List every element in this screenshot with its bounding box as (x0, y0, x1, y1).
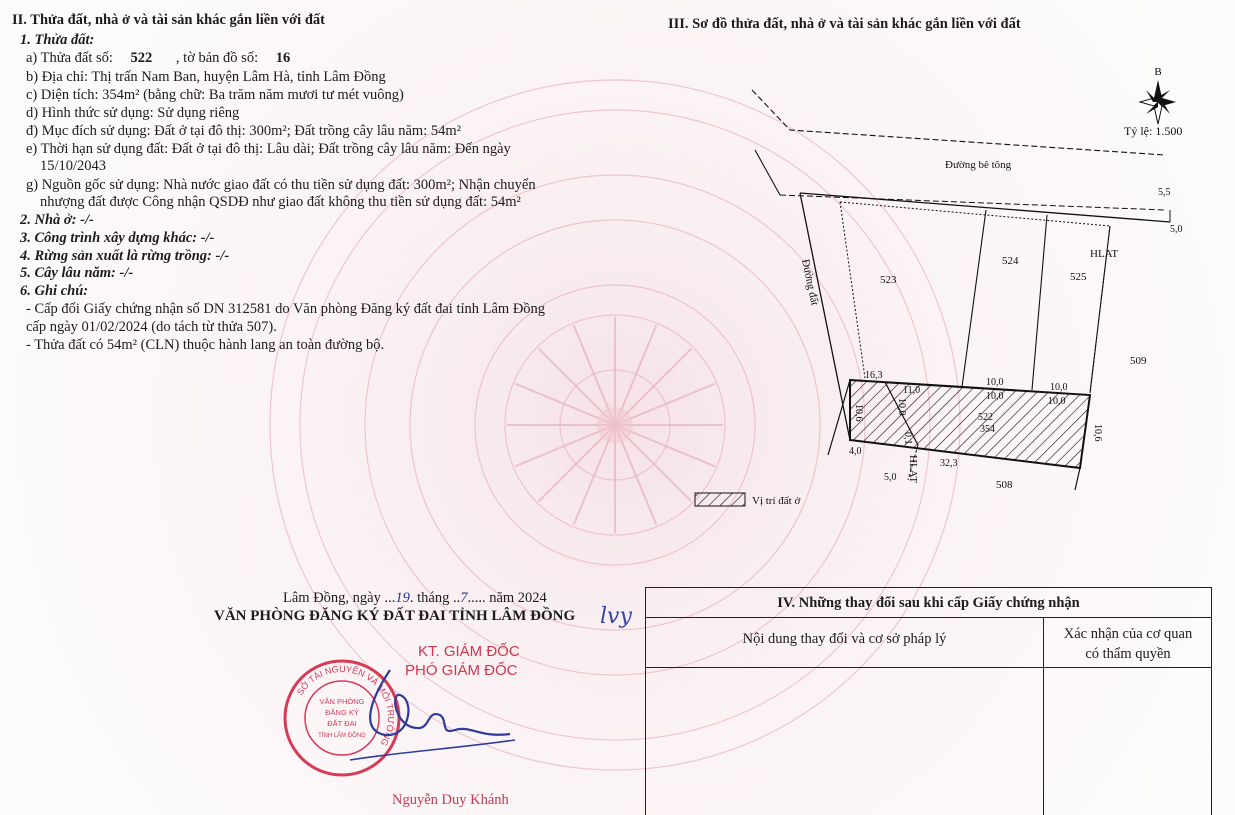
parcel-diagram (690, 60, 1230, 520)
main-plot-area: 354 (980, 424, 995, 435)
main-plot-number: 522 (978, 412, 993, 423)
area-line: c) Diện tích: 354m² (bằng chữ: Ba trăm năm mươi tư mét vuông) (26, 87, 404, 103)
concrete-road-label: Đường bê tông (945, 159, 1012, 171)
note-reissue: - Cấp đổi Giấy chứng nhận số DN 312581 do Văn phòng Đăng ký đất đai tỉnh Lâm Đồng (26, 301, 546, 317)
note-reissue-continued: cấp ngày 01/02/2024 (do tách từ thửa 507). (26, 319, 277, 335)
col-authority-confirm-2: có thẩm quyền (1085, 646, 1171, 662)
changes-table (645, 587, 1212, 815)
hlat-label-bottom: HLAT (907, 455, 919, 484)
stamp-inner-2: ĐĂNG KÝ (325, 708, 359, 717)
map-sheet-label: , tờ bản đồ số: (175, 50, 259, 66)
plot-523: 523 (880, 274, 897, 286)
table-header-row (646, 618, 1211, 668)
use-form-line: d) Hình thức sử dụng: Sử dụng riêng (26, 105, 240, 121)
dim-0-1: 0,1 (902, 432, 913, 445)
issuing-office: VĂN PHÒNG ĐĂNG KÝ ĐẤT ĐAI TỈNH LÂM ĐỒNG (214, 608, 576, 624)
date-day: 19 (395, 590, 410, 606)
watermark-ray (615, 325, 656, 425)
parcel-number-value: 522 (130, 50, 153, 66)
note-road-corridor: - Thửa đất có 54m² (CLN) thuộc hành lang an toàn đường bộ. (26, 337, 385, 353)
dim-11-0: 11,0 (903, 385, 921, 396)
legend-hatch-swatch (695, 493, 745, 506)
dim-5-5: 5,5 (1158, 187, 1171, 198)
col-change-content: Nội dung thay đổi và cơ sở pháp lý (742, 631, 947, 647)
north-label: B (1154, 66, 1162, 78)
dirt-road-label: Đường đất (799, 258, 821, 307)
section-ii-title: II. Thửa đất, nhà ở và tài sản khác gắn liền với đất (12, 12, 325, 28)
dim-10-0-b: 10,0 (1050, 382, 1068, 393)
hlat-label-top: HLAT (1090, 248, 1119, 260)
legend-label: Vị trí đất ở (752, 495, 801, 507)
dim-5-0-top: 5,0 (1170, 224, 1183, 235)
dim-32-3: 32,3 (940, 458, 958, 469)
handwritten-signature (330, 660, 520, 770)
parcel-number-row (26, 50, 290, 68)
dim-4-0: 4,0 (849, 446, 862, 457)
scale-label: Tỷ lệ: 1.500 (1124, 124, 1183, 138)
stamp-inner-3: ĐẤT ĐAI (327, 719, 357, 728)
watermark-ray (515, 425, 615, 466)
section-iii-title: III. Sơ đồ thửa đất, nhà ở và tài sản khác gắn liền với đất (668, 16, 1021, 32)
dim-10-0-vertical: 10,0 (896, 398, 907, 416)
perennial-line: 5. Cây lâu năm: -/- (20, 265, 134, 281)
stamp-outer-text: SỞ TÀI NGUYÊN VÀ MÔI TRƯỜNG (294, 663, 397, 748)
other-works-line: 3. Công trình xây dựng khác: -/- (20, 230, 215, 246)
plot-509: 509 (1130, 355, 1147, 367)
forest-line: 4. Rừng sản xuất là rừng trồng: -/- (20, 248, 230, 264)
origin-line-continued: nhượng đất được Công nhận QSDĐ như giao đất không thu tiền sử dụng đất: 54m² (40, 194, 521, 210)
dim-10-6-left: 10,6 (853, 404, 864, 422)
plot-508: 508 (996, 479, 1013, 491)
watermark-ray (615, 349, 691, 425)
dim-10-6-right: 10,6 (1092, 424, 1103, 442)
origin-line: g) Nguồn gốc sử dụng: Nhà nước giao đất có thu tiền sử dụng đất: 300m²; Nhận chuyển (26, 177, 536, 193)
dim-5-0-bottom: 5,0 (884, 472, 897, 483)
dim-10-0-c: 10,0 (986, 391, 1004, 402)
north-arrow-icon (1140, 80, 1176, 124)
kt-director: KT. GIÁM ĐỐC (418, 643, 520, 660)
watermark-ray (539, 349, 615, 425)
plot-525: 525 (1070, 271, 1087, 283)
section-iv-title: IV. Những thay đổi sau khi cấp Giấy chứng nhận (646, 588, 1211, 618)
land-parcel-heading: 1. Thửa đất: (20, 32, 95, 48)
stamp-inner-1: VĂN PHÒNG (319, 697, 365, 706)
date-prefix: Lâm Đồng, ngày ... (283, 590, 396, 606)
notes-heading: 6. Ghi chú: (20, 283, 89, 299)
watermark-ray (615, 425, 691, 501)
dim-10-0-a: 10,0 (986, 377, 1004, 388)
col-authority-confirm-1: Xác nhận của cơ quan (1063, 626, 1193, 642)
date-month: 7 (460, 590, 468, 606)
dim-10-0-d: 10,0 (1048, 396, 1066, 407)
map-sheet-value: 16 (275, 50, 291, 66)
signing-date (283, 590, 547, 608)
watermark-ray (515, 384, 615, 425)
house-line: 2. Nhà ở: -/- (20, 212, 94, 228)
parcel-number-label: a) Thửa đất số: (26, 50, 113, 66)
table-column-divider (1043, 618, 1044, 815)
month-label: . tháng .. (409, 590, 461, 606)
year-label: ..... năm 2024 (467, 590, 547, 606)
address-line: b) Địa chỉ: Thị trấn Nam Ban, huyện Lâm Hà, tỉnh Lâm Đồng (26, 69, 386, 85)
deputy-director: PHÓ GIÁM ĐỐC (405, 662, 518, 679)
watermark-ray (615, 425, 656, 525)
use-purpose-line: đ) Mục đích sử dụng: Đất ở tại đô thị: 300m²; Đất trồng cây lâu năm: 54m² (26, 123, 461, 139)
watermark-ray (574, 325, 615, 425)
plot-524: 524 (1002, 255, 1019, 267)
signer-name: Nguyễn Duy Khánh (392, 792, 509, 808)
dim-16-3: 16,3 (865, 370, 883, 381)
watermark-ray (574, 425, 615, 525)
use-term-line: e) Thời hạn sử dụng đất: Đất ở tại đô thị: Lâu dài; Đất trồng cây lâu năm: Đến ngày (26, 141, 511, 157)
watermark-ray (539, 425, 615, 501)
stamp-inner-4: TỈNH LÂM ĐỒNG (318, 733, 366, 739)
use-term-date: 15/10/2043 (40, 158, 107, 174)
initials-signature: lvy (600, 604, 632, 629)
